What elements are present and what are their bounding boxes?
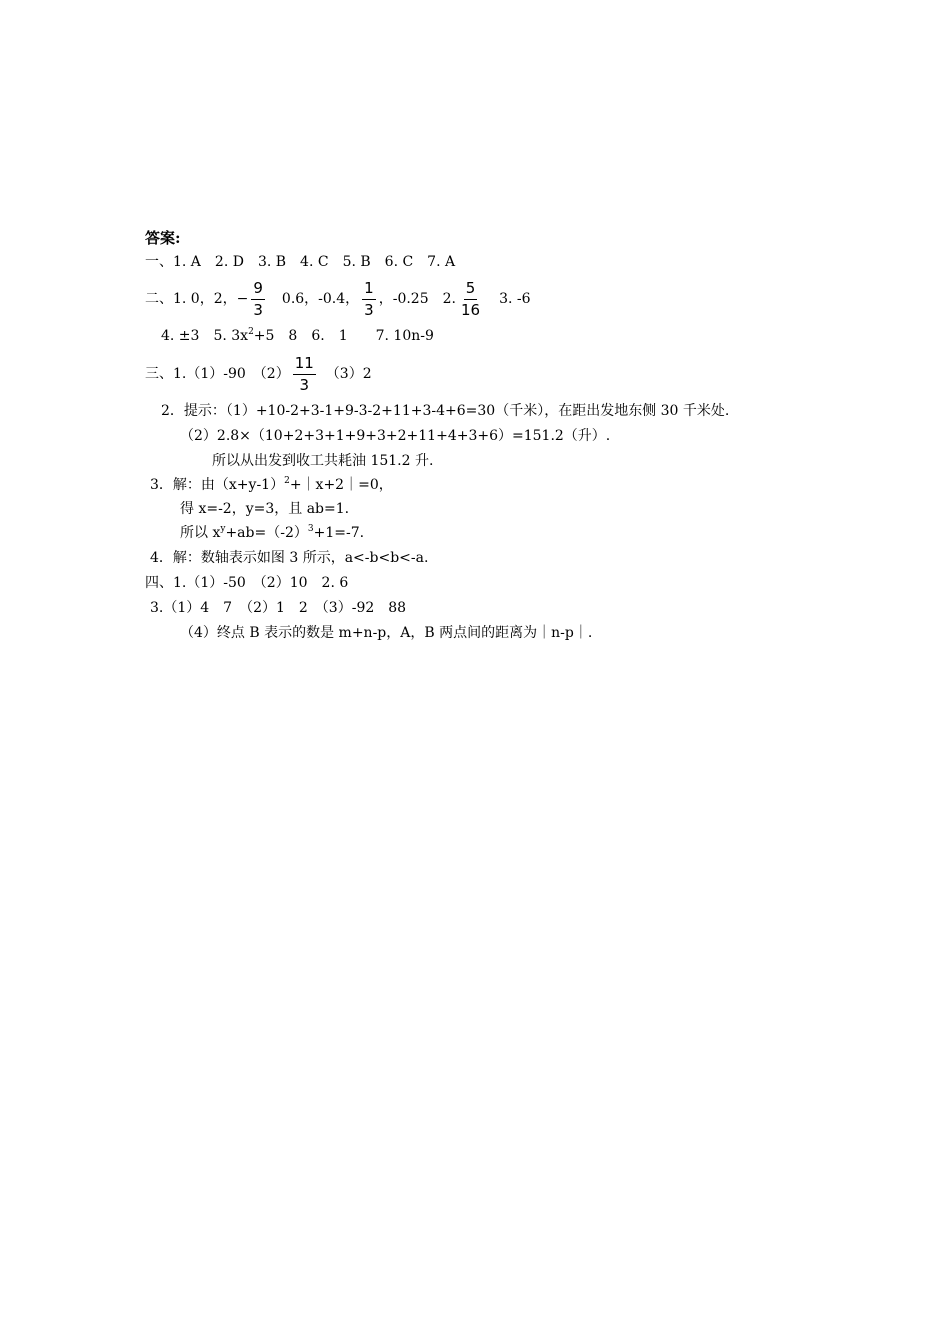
section-3-item-3-text-a: 3．解：由（x+y-1）	[150, 477, 285, 493]
section-3-item-3-line-2	[180, 500, 349, 518]
section-3-item-3-text-b: +｜x+2｜=0，	[289, 477, 393, 493]
section-4-item-3-part-4	[180, 624, 592, 642]
section-4-text: 四、1.（1）-50 （2）10 2. 6	[145, 575, 349, 591]
section-4-item-3	[150, 599, 406, 617]
section-3-item-3: 3．解：由（x+y-1） $^2$ +｜x+2｜=0，	[150, 476, 393, 493]
fraction-3-denominator: 16	[460, 300, 481, 319]
section-2-text-b: 0.6，-0.4，	[267, 291, 360, 307]
fraction-4-numerator: 11	[293, 356, 316, 375]
section-3-item-2-text: 2．提示：（1）+10-2+3-1+9-3-2+11+3-4+6=30（千米），在距出发地东侧 30 千米处.	[161, 403, 730, 419]
section-1-line	[145, 253, 455, 271]
fraction-1-numerator: 9	[251, 281, 265, 300]
fraction-2	[362, 278, 376, 319]
section-4-line	[145, 574, 348, 592]
section-3-item-3-line-2-text: 得 x=-2，y=3，且 ab=1.	[180, 501, 350, 517]
section-4-item-3-part-4-text: （4）终点 B 表示的数是 m+n-p，A，B 两点间的距离为｜n-p｜.	[180, 625, 593, 641]
section-3-text-a: 三、1.（1）-90 （2）	[145, 366, 290, 382]
section-3-item-2-conclusion	[212, 452, 433, 470]
section-2-text-c: ，-0.25 2.	[378, 291, 456, 307]
fraction-4-denominator: 3	[299, 375, 310, 394]
section-2-line-2: 4. ±3 5. 3x $^2$ +5 8 6. 1 7. 10n-9	[161, 327, 434, 344]
section-2-text-d: 3. -6	[485, 291, 531, 307]
section-3-text-b: （3）2	[318, 366, 372, 382]
section-3-item-4	[150, 549, 428, 567]
section-3-item-2-conclusion-text: 所以从出发到收工共耗油 151.2 升.	[212, 453, 434, 469]
answer-title-text: 答案:	[145, 229, 181, 247]
section-3-line	[145, 351, 372, 397]
section-3-item-3-line-3-text-a: 所以 x	[180, 525, 221, 541]
fraction-1-denominator: 3	[253, 300, 263, 319]
section-3-item-2-part-2-text: （2）2.8×（10+2+3+1+9+3+2+11+4+3+6）=151.2（升）.	[180, 428, 611, 444]
section-3-item-3-line-3-text-c: +1=-7.	[313, 525, 365, 541]
answer-title	[145, 229, 181, 247]
section-2b-text-b: +5 8 6. 1 7. 10n-9	[253, 328, 434, 344]
fraction-4	[293, 353, 316, 394]
fraction-3-numerator: 5	[464, 281, 478, 300]
fraction-1-sign: −	[236, 291, 249, 307]
section-3-item-3-line-3-text-b: +ab=（-2）	[225, 525, 308, 541]
section-3-item-2	[161, 402, 729, 420]
section-2-text-a: 二、1. 0，2，	[145, 291, 237, 307]
fraction-2-numerator: 1	[362, 281, 376, 300]
fraction-1	[251, 278, 265, 319]
section-2b-text-a: 4. ±3 5. 3x	[161, 328, 249, 344]
section-2-line	[145, 276, 531, 322]
fraction-3	[459, 278, 482, 319]
fraction-2-denominator: 3	[364, 300, 374, 319]
section-3-item-4-text: 4．解：数轴表示如图 3 所示，a<-b<b<-a.	[150, 550, 429, 566]
section-3-item-2-part-2	[180, 427, 610, 445]
section-4-item-3-text: 3.（1）4 7 （2）1 2 （3）-92 88	[150, 600, 407, 616]
section-1-text: 一、1. A 2. D 3. B 4. C 5. B 6. C 7. A	[145, 254, 456, 270]
section-3-item-3-line-3: 所以 x $^y$ +ab=（-2） $^3$ +1=-7.	[180, 524, 365, 541]
